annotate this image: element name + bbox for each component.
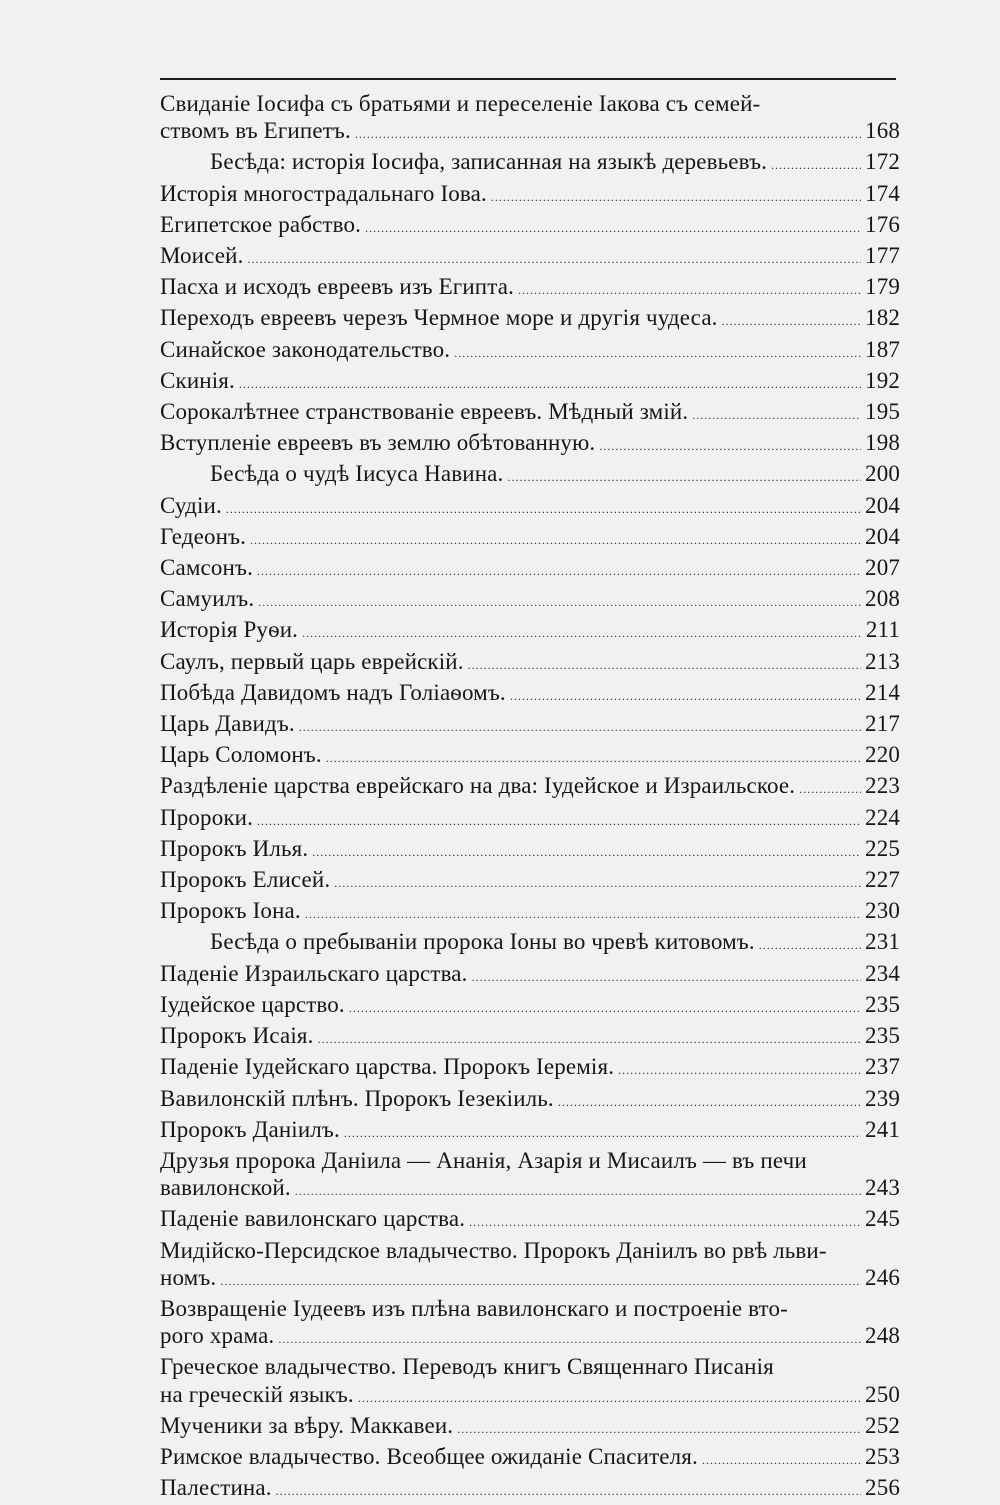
toc-entry: [160, 1022, 900, 1053]
entry-line: [160, 835, 900, 866]
dot-leader: [295, 1178, 861, 1205]
page-number: 208: [865, 586, 900, 612]
top-rule: [160, 78, 896, 80]
entry-line: [160, 648, 900, 679]
entry-title: Пророкъ Илья.: [160, 835, 309, 861]
entry-line: [160, 585, 900, 616]
entry-title: Пророкъ Исаія.: [160, 1023, 314, 1049]
toc-entry: [160, 554, 900, 585]
page-number: 235: [865, 991, 900, 1017]
dot-leader: [457, 1416, 861, 1443]
page-number: 217: [865, 711, 900, 737]
dot-leader: [334, 870, 861, 897]
entry-line: [160, 1264, 900, 1295]
entry-line: [160, 367, 900, 398]
entry-line: [160, 148, 900, 179]
toc-entry: [160, 273, 900, 304]
entry-title: Вавилонскій плѣнъ. Пророкъ Іезекіиль.: [160, 1085, 554, 1111]
entry-line: [160, 211, 900, 242]
entry-line: [160, 273, 900, 304]
toc-entry: [160, 211, 900, 242]
entry-line: [160, 242, 900, 273]
entry-title-line1: Друзья пророка Даніила — Ананія, Азарія и Мисаилъ — въ печи: [160, 1147, 807, 1173]
dot-leader: [702, 1447, 861, 1474]
entry-title: Скинія.: [160, 367, 235, 393]
page-number: 204: [865, 492, 900, 518]
entry-title: Синайское законодательство.: [160, 336, 451, 362]
toc-entry: [160, 398, 900, 429]
page-number: 252: [865, 1412, 900, 1438]
toc-entry: [160, 772, 900, 803]
page-number: 204: [865, 523, 900, 549]
toc-entry: [160, 1116, 900, 1147]
dot-leader: [258, 589, 861, 616]
toc-entry: [160, 1295, 900, 1353]
page-number: 256: [865, 1475, 900, 1501]
entry-title: Пасха и исходъ евреевъ изъ Египта.: [160, 274, 515, 300]
entry-line: [160, 1443, 900, 1474]
toc-entry: [160, 960, 900, 991]
entry-line: [160, 741, 900, 772]
page-number: 235: [865, 1023, 900, 1049]
entry-line: [160, 117, 900, 148]
dot-leader: [220, 1268, 861, 1295]
entry-line: [160, 1205, 900, 1236]
dot-leader: [558, 1089, 861, 1116]
dot-leader: [358, 1385, 861, 1412]
toc-entry: [160, 710, 900, 741]
toc-entry: [160, 90, 900, 148]
entry-title: на греческій языкъ.: [160, 1381, 354, 1407]
entry-title: номъ.: [160, 1264, 217, 1290]
toc-entry: [160, 242, 900, 273]
entry-title: Исторія Руѳи.: [160, 617, 299, 643]
toc-entry: [160, 1412, 900, 1443]
entry-line: [160, 460, 900, 491]
entry-title-line1: Возвращеніе Іудеевъ изъ плѣна вавилонскаго и построеніе вто-: [160, 1295, 788, 1321]
entry-line: [160, 1412, 900, 1443]
toc-entry: [160, 367, 900, 398]
toc-entry: [160, 804, 900, 835]
entry-title: Царь Соломонъ.: [160, 742, 322, 768]
entry-title: Пророкъ Даніилъ.: [160, 1116, 340, 1142]
page-number: 230: [865, 898, 900, 924]
entry-line: [160, 616, 900, 647]
entry-title: Сорокалѣтнее странствованіе евреевъ. Мѣдный змій.: [160, 399, 689, 425]
dot-leader: [248, 246, 862, 273]
entry-title: Римское владычество. Всеобщее ожиданіе Спасителя.: [160, 1443, 698, 1469]
page-number: 168: [865, 118, 900, 144]
toc-entry: [160, 679, 900, 710]
entry-line: [160, 304, 900, 335]
page-number: 246: [865, 1264, 900, 1290]
entry-title: Палестина.: [160, 1475, 272, 1501]
entry-title: Побѣда Давидомъ надъ Голіаѳомъ.: [160, 679, 506, 705]
dot-leader: [518, 277, 861, 304]
entry-line: [160, 554, 900, 585]
toc-entry: [160, 1085, 900, 1116]
page-number: 231: [865, 929, 900, 955]
toc-entry: [160, 429, 900, 460]
table-of-contents: [160, 90, 900, 1505]
entry-line: [160, 1022, 900, 1053]
entry-title: Бесѣда: исторія Іосифа, записанная на языкѣ деревьевъ.: [210, 149, 768, 175]
entry-line: [160, 1474, 900, 1505]
dot-leader: [239, 371, 861, 398]
page-number: 243: [865, 1175, 900, 1201]
entry-title: Гедеонъ.: [160, 523, 247, 549]
entry-line: [160, 1085, 900, 1116]
page-number: 213: [865, 648, 900, 674]
toc-entry: [160, 1443, 900, 1474]
page-number: 239: [865, 1085, 900, 1111]
toc-entry: [160, 1474, 900, 1505]
toc-entry: [160, 1353, 900, 1411]
entry-title: Саулъ, первый царь еврейскій.: [160, 648, 464, 674]
toc-entry: [160, 991, 900, 1022]
dot-leader: [299, 714, 861, 741]
dot-leader: [507, 464, 861, 491]
dot-leader: [599, 433, 861, 460]
dot-leader: [318, 1026, 861, 1053]
dot-leader: [472, 964, 861, 991]
entry-line: [160, 1322, 900, 1353]
entry-line: [160, 991, 900, 1022]
dot-leader: [692, 402, 861, 429]
toc-entry: [160, 741, 900, 772]
page-number: 241: [865, 1116, 900, 1142]
dot-leader: [355, 121, 861, 148]
entry-line: [160, 928, 900, 959]
toc-entry: [160, 585, 900, 616]
toc-entry: [160, 336, 900, 367]
entry-title-line1: Мидійско-Персидское владычество. Пророкъ Даніилъ во рвѣ льви-: [160, 1237, 827, 1263]
entry-title: ствомъ въ Египетъ.: [160, 118, 351, 144]
page-number: 198: [865, 430, 900, 456]
toc-entry: [160, 835, 900, 866]
page-number: 207: [865, 555, 900, 581]
entry-title: Вступленіе евреевъ въ землю обѣтованную.: [160, 430, 596, 456]
entry-line: [160, 336, 900, 367]
dot-leader: [618, 1057, 861, 1084]
page-number: 237: [865, 1054, 900, 1080]
toc-subentry: [160, 148, 900, 179]
entry-title: Пророкъ Іона.: [160, 898, 301, 924]
entry-line: [160, 897, 900, 928]
dot-leader: [468, 652, 861, 679]
page-number: 225: [865, 835, 900, 861]
dot-leader: [349, 995, 861, 1022]
entry-title: вавилонской.: [160, 1175, 291, 1201]
dot-leader: [250, 527, 861, 554]
entry-title: Паденіе Іудейскаго царства. Пророкъ Іеремія.: [160, 1054, 615, 1080]
dot-leader: [257, 558, 861, 585]
dot-leader: [326, 745, 861, 772]
dot-leader: [454, 340, 861, 367]
dot-leader: [302, 620, 862, 647]
page-number: 172: [865, 149, 900, 175]
entry-line: [160, 804, 900, 835]
dot-leader: [276, 1478, 861, 1505]
entry-title: Исторія многострадальнаго Іова.: [160, 180, 487, 206]
page-number: 224: [865, 804, 900, 830]
page-number: 245: [865, 1206, 900, 1232]
entry-line: [160, 866, 900, 897]
entry-title: Египетское рабство.: [160, 211, 362, 237]
page-number: 177: [865, 243, 900, 269]
toc-entry: [160, 304, 900, 335]
page-number: 248: [865, 1323, 900, 1349]
dot-leader: [278, 1326, 861, 1353]
toc-entry: [160, 897, 900, 928]
entry-title: Бесѣда о пребываніи пророка Іоны во чревѣ китовомъ.: [210, 929, 755, 955]
dot-leader: [510, 683, 861, 710]
entry-line: [160, 772, 900, 803]
page-number: 195: [865, 399, 900, 425]
toc-entry: [160, 616, 900, 647]
page-number: 192: [865, 367, 900, 393]
page-number: 211: [865, 617, 900, 643]
entry-line: [160, 180, 900, 211]
entry-line: [160, 679, 900, 710]
dot-leader: [344, 1120, 861, 1147]
toc-entry: [160, 866, 900, 897]
toc-entry: [160, 180, 900, 211]
entry-title: Судіи.: [160, 492, 222, 518]
entry-title-line1: Греческое владычество. Переводъ книгъ Священнаго Писанія: [160, 1354, 774, 1380]
entry-title: Раздѣленіе царства еврейскаго на два: Іудейское и Израильское.: [160, 773, 796, 799]
entry-line: [160, 398, 900, 429]
entry-title: Моисей.: [160, 243, 244, 269]
entry-title: Переходъ евреевъ черезъ Чермное море и другія чудеса.: [160, 305, 718, 331]
entry-title-line1: Свиданіе Іосифа съ братьями и переселеніе Іакова съ семей-: [160, 91, 761, 116]
entry-title: Пророки.: [160, 804, 254, 830]
dot-leader: [257, 808, 861, 835]
page-number: 214: [865, 679, 900, 705]
entry-title: Самуилъ.: [160, 586, 255, 612]
toc-entry: [160, 1237, 900, 1295]
toc-entry: [160, 492, 900, 523]
dot-leader: [771, 152, 861, 179]
toc-subentry: [160, 460, 900, 491]
toc-entry: [160, 648, 900, 679]
page-number: 187: [865, 336, 900, 362]
page-number: 176: [865, 211, 900, 237]
page-number: 182: [865, 305, 900, 331]
dot-leader: [799, 776, 861, 803]
dot-leader: [226, 496, 861, 523]
page-number: 200: [865, 461, 900, 487]
dot-leader: [312, 839, 861, 866]
dot-leader: [491, 184, 861, 211]
entry-line: [160, 1053, 900, 1084]
toc-entry: [160, 1205, 900, 1236]
entry-title: Мученики за вѣру. Маккавеи.: [160, 1412, 454, 1438]
dot-leader: [759, 932, 861, 959]
entry-line: [160, 429, 900, 460]
page-number: 234: [865, 960, 900, 986]
toc-entry: [160, 1053, 900, 1084]
toc-entry: [160, 523, 900, 554]
entry-line: [160, 710, 900, 741]
dot-leader: [305, 901, 861, 928]
entry-title: Паденіе вавилонскаго царства.: [160, 1206, 466, 1232]
dot-leader: [722, 308, 861, 335]
entry-title: Самсонъ.: [160, 555, 253, 581]
entry-line: [160, 523, 900, 554]
entry-line: [160, 1174, 900, 1205]
entry-title: рого храма.: [160, 1323, 275, 1349]
page-number: 223: [865, 773, 900, 799]
toc-subentry: [160, 928, 900, 959]
toc-entry: [160, 1147, 900, 1205]
entry-title: Пророкъ Елисей.: [160, 867, 331, 893]
entry-title: Іудейское царство.: [160, 991, 345, 1017]
entry-line: [160, 960, 900, 991]
entry-title: Паденіе Израильскаго царства.: [160, 960, 468, 986]
entry-title: Царь Давидъ.: [160, 711, 295, 737]
page-number: 250: [865, 1381, 900, 1407]
page-number: 174: [865, 180, 900, 206]
page-number: 179: [865, 274, 900, 300]
entry-title: Бесѣда о чудѣ Іисуса Навина.: [210, 461, 504, 487]
entry-line: [160, 492, 900, 523]
page-number: 253: [865, 1443, 900, 1469]
dot-leader: [469, 1209, 861, 1236]
page-number: 227: [865, 867, 900, 893]
entry-line: [160, 1381, 900, 1412]
entry-line: [160, 1116, 900, 1147]
dot-leader: [365, 215, 861, 242]
page-number: 220: [865, 742, 900, 768]
